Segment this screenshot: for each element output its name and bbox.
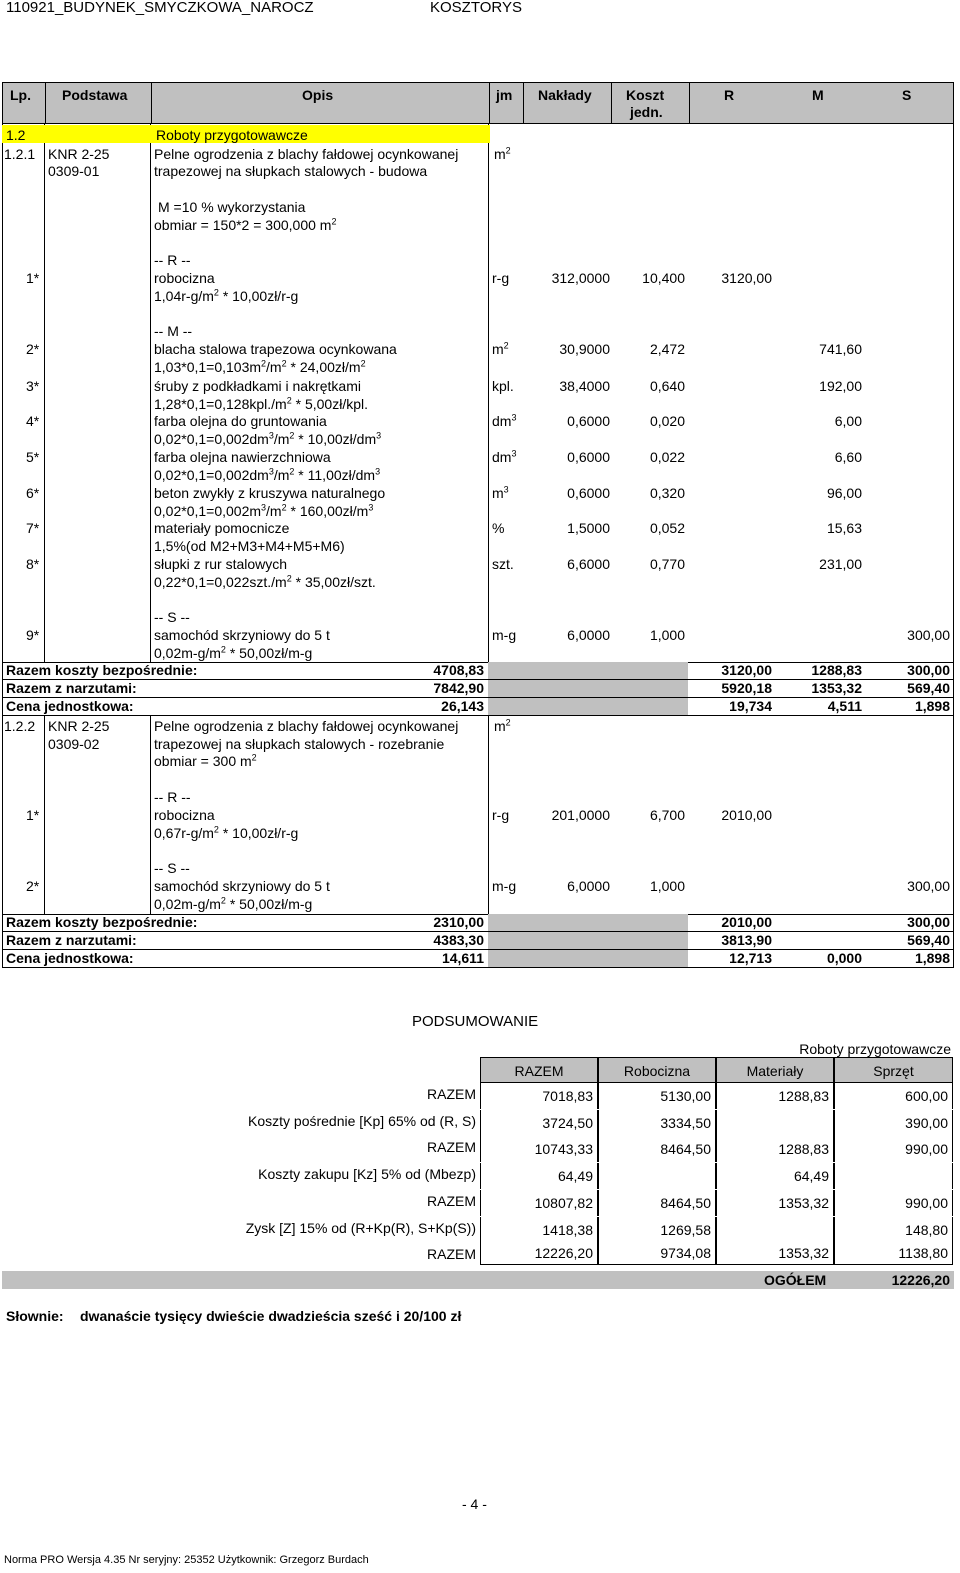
resource-calc: $0,02m-g/m^2$ * 50,00zł/m-g	[154, 895, 313, 912]
resource-name: blacha stalowa trapezowa ocynkowana	[154, 341, 397, 357]
position-description-cont: trapezowej na słupkach stalowych - rozebranie	[154, 736, 445, 752]
resource-name: materiały pomocnicze	[154, 520, 290, 536]
resource-unit-cost: 1,000	[649, 627, 685, 643]
position-quantity: obmiar = 150*2 = 300,000 $m^2$	[154, 216, 337, 233]
resource-group-label: -- S --	[154, 609, 190, 625]
resource-name: farba olejna nawierzchniowa	[154, 449, 331, 465]
resource-unit: $dm^3$	[492, 412, 517, 429]
resource-unit-cost: 0,770	[649, 556, 685, 572]
resource-name: robocizna	[154, 807, 215, 823]
sum-grey-cell	[488, 932, 520, 949]
summary-row-label: RAZEM	[427, 1086, 476, 1102]
resource-group-label: -- S --	[154, 860, 190, 876]
row-lp: 5*	[26, 449, 40, 465]
row-lp: 8*	[26, 556, 40, 572]
row-lp: 1*	[26, 807, 40, 823]
summary-row-label: RAZEM	[427, 1192, 476, 1209]
page-number: - 4 -	[462, 1496, 487, 1512]
resource-unit: m-g	[492, 627, 517, 643]
summary-row-label: RAZEM	[427, 1139, 476, 1156]
sum-r: 3120,00	[721, 662, 772, 678]
resource-name: farba olejna do gruntowania	[154, 413, 327, 429]
sum-label: Razem z narzutami:	[6, 680, 137, 696]
summary-subtitle: Roboty przygotowawcze	[799, 1041, 951, 1057]
resource-unit: m-g	[492, 878, 517, 894]
sum-r: 5920,18	[721, 680, 772, 696]
resource-calc: $0,22*0,1=0,022szt./m^2$ * 35,00zł/szt.	[154, 573, 376, 590]
summary-cell: 1418,38	[480, 1217, 598, 1243]
sum-r: 19,734	[729, 698, 772, 714]
footer-text: Norma PRO Wersja 4.35 Nr seryjny: 25352 Użytkownik: Grzegorz Burdach	[4, 1554, 369, 1566]
sum-label: Cena jednostkowa:	[6, 698, 134, 714]
resource-unit: szt.	[492, 556, 514, 572]
summary-cell: 64,49	[716, 1163, 834, 1189]
col-koszt-jedn: jedn.	[630, 104, 663, 120]
document-type: KOSZTORYS	[430, 0, 522, 16]
section-number: 1.2	[6, 127, 26, 143]
sum-grey-cell	[488, 698, 520, 715]
resource-r: 3120,00	[721, 270, 772, 286]
resource-calc: $0,02*0,1=0,002dm^3/m^2$ * $10,00zł/dm^3$	[154, 430, 382, 447]
row-lp: 6*	[26, 485, 40, 501]
sum-m: 4,511	[827, 698, 862, 714]
sum-m: 0,000	[826, 950, 862, 966]
sum-grey-cell	[488, 950, 520, 967]
section-title: Roboty przygotowawcze	[156, 127, 308, 143]
resource-name: słupki z rur stalowych	[154, 556, 288, 572]
resource-s: 300,00	[907, 627, 950, 643]
total-label: OGÓŁEM	[764, 1272, 827, 1288]
col-opis: Opis	[302, 87, 334, 103]
resource-name: beton zwykły z kruszywa naturalnego	[154, 485, 386, 501]
row-lp: 9*	[26, 627, 40, 643]
resource-quantity: 312,0000	[551, 270, 610, 286]
summary-cell: 8464,50	[598, 1190, 716, 1216]
col-m: M	[812, 87, 824, 103]
resource-unit-cost: 0,320	[649, 485, 685, 501]
sum-grey-cell	[520, 662, 608, 679]
resource-calc: 1,5%(od M2+M3+M4+M5+M6)	[154, 538, 345, 554]
col-naklady: Nakłady	[538, 87, 592, 103]
position-basis-code: 0309-01	[48, 163, 100, 179]
sum-s: 1,898	[914, 698, 950, 714]
resource-unit-cost: 6,700	[649, 807, 685, 823]
sum-r: 2010,00	[721, 914, 772, 930]
summary-row-label: Zysk [Z] 15% od (R+Kp(R), S+Kp(S))	[245, 1219, 476, 1236]
resource-m: 741,60	[819, 341, 862, 357]
sum-grey-cell	[608, 680, 688, 697]
position-number: 1.2.2	[4, 718, 36, 734]
position-unit: $m^2$	[494, 717, 511, 734]
sum-grey-cell	[488, 914, 520, 931]
sum-grey-cell	[608, 950, 688, 967]
sum-total: 4383,30	[433, 932, 484, 948]
words-label: Słownie:	[6, 1308, 64, 1324]
sum-grey-cell	[520, 680, 608, 697]
resource-calc: $0,02m-g/m^2$ * 50,00zł/m-g	[154, 644, 313, 661]
col-koszt: Koszt	[626, 87, 665, 103]
resource-name: samochód skrzyniowy do 5 t	[154, 878, 330, 894]
resource-m: 231,00	[819, 556, 862, 572]
summary-cell: 390,00	[834, 1110, 953, 1136]
resource-calc: $1,03*0,1=0,103m^2/m^2$ * $24,00zł/m^2$	[154, 358, 366, 375]
resource-quantity: 201,0000	[551, 807, 610, 823]
col-s: S	[902, 87, 912, 103]
resource-unit-cost: 1,000	[649, 878, 685, 894]
position-quantity: obmiar = 300 $m^2$	[154, 752, 257, 769]
summary-cell: 8464,50	[598, 1136, 716, 1162]
col-jm: jm	[496, 87, 513, 103]
resource-calc: $0,67r-g/m^2$ * 10,00zł/r-g	[154, 824, 299, 841]
resource-quantity: 0,6000	[567, 485, 610, 501]
sum-label: Razem koszty bezpośrednie:	[6, 662, 198, 678]
total-value: 12226,20	[891, 1272, 950, 1288]
sum-label: Razem z narzutami:	[6, 932, 137, 948]
resource-m: 96,00	[826, 485, 862, 501]
row-lp: 2*	[26, 341, 40, 357]
sum-grey-cell	[608, 932, 688, 949]
summary-cell: 1353,32	[716, 1243, 834, 1265]
summary-cell: 1288,83	[716, 1136, 834, 1162]
col-lp: Lp.	[10, 87, 31, 103]
summary-cell: 148,80	[834, 1217, 953, 1243]
resource-quantity: 6,0000	[567, 878, 610, 894]
sum-total: 7842,90	[433, 680, 484, 696]
amount-in-words: dwanaście tysięcy dwieście dwadzieścia sześć i 20/100 zł	[80, 1308, 462, 1324]
sum-s: 300,00	[907, 662, 950, 678]
summary-cell	[598, 1163, 716, 1189]
resource-group-label: -- M --	[154, 323, 193, 339]
row-lp: 1*	[26, 270, 40, 286]
summary-cell: 600,00	[834, 1083, 953, 1109]
summary-row-label: RAZEM	[427, 1246, 476, 1263]
resource-quantity: 38,4000	[559, 378, 610, 394]
sum-grey-cell	[488, 662, 520, 679]
summary-cell: 1288,83	[716, 1083, 834, 1109]
resource-quantity: 0,6000	[567, 449, 610, 465]
position-basis: KNR 2-25	[48, 718, 110, 734]
resource-unit: r-g	[492, 807, 510, 823]
sum-total: 2310,00	[433, 914, 484, 930]
summary-cell: 9734,08	[598, 1243, 716, 1265]
row-lp: 3*	[26, 378, 40, 394]
resource-calc: $1,28*0,1=0,128kpl./m^2$ * 5,00zł/kpl.	[154, 395, 368, 412]
sum-grey-cell	[608, 662, 688, 679]
position-number: 1.2.1	[4, 146, 36, 162]
resource-name: śruby z podkładkami i nakrętkami	[154, 378, 361, 394]
resource-unit: $m^3$	[492, 484, 509, 501]
sum-grey-cell	[608, 914, 688, 931]
summary-cell: 12226,20	[480, 1243, 598, 1265]
summary-title: PODSUMOWANIE	[412, 1013, 539, 1030]
summary-row-label: Koszty pośrednie [Kp] 65% od (R, S)	[248, 1112, 476, 1129]
row-lp: 4*	[26, 413, 40, 429]
summary-cell: 7018,83	[480, 1083, 598, 1109]
sum-grey-cell	[520, 950, 608, 967]
summary-cell: 5130,00	[598, 1083, 716, 1109]
summary-header: Robocizna	[598, 1057, 716, 1083]
sum-s: 569,40	[907, 680, 950, 696]
sum-total: 26,143	[441, 698, 484, 714]
resource-unit-cost: 0,022	[649, 449, 685, 465]
summary-cell: 64,49	[480, 1163, 598, 1189]
sum-grey-cell	[488, 680, 520, 697]
position-description-cont: trapezowej na słupkach stalowych - budowa	[154, 163, 428, 179]
row-lp: 2*	[26, 878, 40, 894]
summary-header: RAZEM	[480, 1057, 598, 1083]
summary-cell: 3724,50	[480, 1110, 598, 1136]
sum-grey-cell	[520, 932, 608, 949]
resource-unit-cost: 2,472	[649, 341, 685, 357]
resource-unit: kpl.	[492, 378, 514, 394]
sum-m: 1288,83	[811, 662, 862, 678]
position-note: M =10 % wykorzystania	[158, 199, 306, 215]
sum-r: 12,713	[729, 950, 772, 966]
summary-cell: 3334,50	[598, 1110, 716, 1136]
resource-m: 6,00	[834, 413, 862, 429]
resource-m: 6,60	[834, 449, 862, 465]
col-r: R	[724, 87, 735, 103]
summary-cell: 1269,58	[598, 1217, 716, 1243]
sum-r: 3813,90	[721, 932, 772, 948]
sum-grey-cell	[520, 914, 608, 931]
resource-unit-cost: 10,400	[642, 270, 685, 286]
sum-s: 300,00	[907, 914, 950, 930]
sum-s: 569,40	[907, 932, 950, 948]
resource-quantity: 0,6000	[567, 413, 610, 429]
position-basis: KNR 2-25	[48, 146, 110, 162]
summary-cell: 1353,32	[716, 1190, 834, 1216]
resource-quantity: 6,0000	[567, 627, 610, 643]
summary-cell: 1138,80	[834, 1243, 953, 1265]
position-description: Pelne ogrodzenia z blachy fałdowej ocynkowanej	[154, 718, 459, 734]
resource-r: 2010,00	[721, 807, 772, 823]
sum-grey-cell	[520, 698, 608, 715]
resource-m: 192,00	[819, 378, 862, 394]
summary-cell	[716, 1217, 834, 1243]
sum-grey-cell	[608, 698, 688, 715]
summary-header: Sprzęt	[834, 1057, 953, 1083]
resource-group-label: -- R --	[154, 789, 191, 805]
sum-m: 1353,32	[811, 680, 862, 696]
summary-row-label: Koszty zakupu [Kz] 5% od (Mbezp)	[258, 1166, 476, 1183]
position-unit: $m^2$	[494, 145, 511, 162]
resource-calc: $1,04r-g/m^2$ * 10,00zł/r-g	[154, 287, 299, 304]
position-basis-code: 0309-02	[48, 736, 100, 752]
row-lp: 7*	[26, 520, 40, 536]
resource-unit: %	[492, 520, 505, 536]
resource-s: 300,00	[907, 878, 950, 894]
resource-group-label: -- R --	[154, 252, 191, 268]
resource-calc: $0,02*0,1=0,002m^3/m^2$ * $160,00zł/m^3$	[154, 502, 374, 519]
sum-total: 14,611	[441, 950, 484, 966]
resource-name: robocizna	[154, 270, 215, 286]
col-podstawa: Podstawa	[62, 87, 128, 103]
resource-calc: $0,02*0,1=0,002dm^3/m^2$ * $11,00zł/dm^3$	[154, 466, 381, 483]
summary-cell: 990,00	[834, 1190, 953, 1216]
sum-label: Razem koszty bezpośrednie:	[6, 914, 198, 930]
summary-header: Materiały	[716, 1057, 834, 1083]
sum-label: Cena jednostkowa:	[6, 950, 134, 966]
summary-cell: 10807,82	[480, 1190, 598, 1216]
sum-s: 1,898	[914, 950, 950, 966]
summary-cell: 990,00	[834, 1136, 953, 1162]
resource-unit-cost: 0,020	[649, 413, 685, 429]
resource-m: 15,63	[826, 520, 862, 536]
position-description: Pelne ogrodzenia z blachy fałdowej ocynkowanej	[154, 146, 459, 162]
summary-cell	[834, 1163, 953, 1189]
resource-unit: $m^2$	[492, 340, 509, 357]
resource-quantity: 30,9000	[559, 341, 610, 357]
summary-cell: 10743,33	[480, 1136, 598, 1162]
resource-unit-cost: 0,640	[649, 378, 685, 394]
resource-unit: r-g	[492, 270, 510, 286]
resource-unit: $dm^3$	[492, 448, 517, 465]
resource-name: samochód skrzyniowy do 5 t	[154, 627, 330, 643]
sum-total: 4708,83	[433, 662, 484, 678]
resource-unit-cost: 0,052	[649, 520, 685, 536]
summary-cell	[716, 1110, 834, 1136]
resource-quantity: 6,6000	[567, 556, 610, 572]
document-filename: 110921_BUDYNEK_SMYCZKOWA_NAROCZ	[6, 0, 314, 16]
resource-quantity: 1,5000	[567, 520, 610, 536]
